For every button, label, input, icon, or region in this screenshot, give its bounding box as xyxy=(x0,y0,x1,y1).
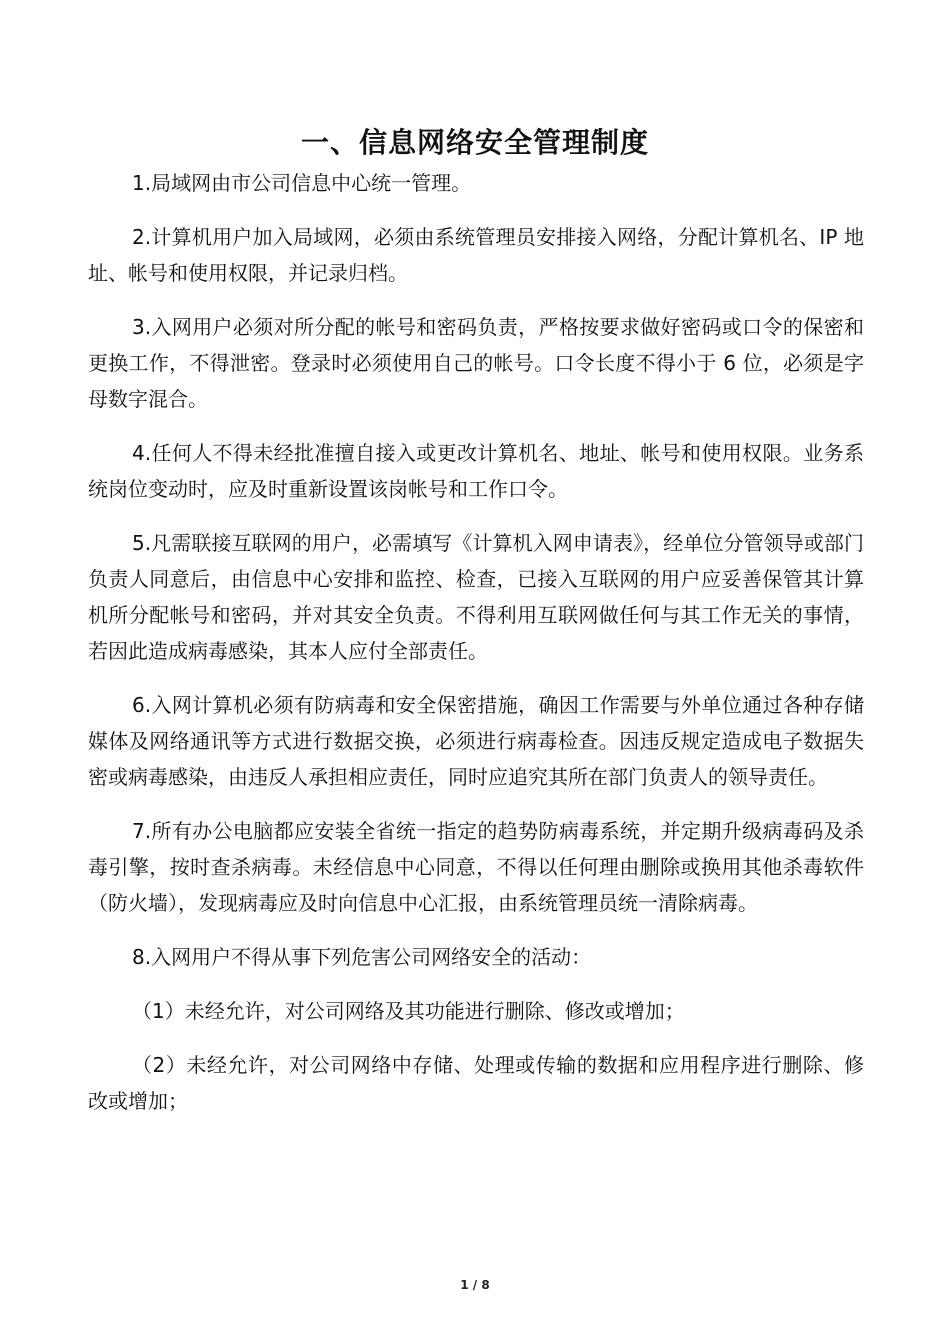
paragraph-7: 7.所有办公电脑都应安装全省统一指定的趋势防病毒系统，并定期升级病毒码及杀毒引擎，按时查杀病毒。未经信息中心同意，不得以任何理由删除或换用其他杀毒软件（防火墙），发现病毒应及时向信息中心汇报，由系统管理员统一清除病毒。 xyxy=(88,819,864,915)
paragraph-2: 2.计算机用户加入局域网，必须由系统管理员安排接入网络，分配计算机名、IP 地址、帐号和使用权限，并记录归档。 xyxy=(88,225,864,285)
paragraph-5: 5.凡需联接互联网的用户，必需填写《计算机入网申请表》，经单位分管领导或部门负责人同意后，由信息中心安排和监控、检查，已接入互联网的用户应妥善保管其计算机所分配帐号和密码，并对其安全负责。不得利用互联网做任何与其工作无关的事情，若因此造成病毒感染，其本人应付全部责任。 xyxy=(88,531,864,663)
list-item-2: （2）未经允许，对公司网络中存储、处理或传输的数据和应用程序进行删除、修改或增加； xyxy=(88,1053,864,1113)
page-number: 1 / 8 xyxy=(460,1278,490,1292)
paragraph-1: 1.局域网由市公司信息中心统一管理。 xyxy=(132,171,472,195)
page-title: 一、信息网络安全管理制度 xyxy=(300,125,649,159)
list-item-1: （1）未经允许，对公司网络及其功能进行删除、修改或增加； xyxy=(132,999,685,1023)
paragraph-3: 3.入网用户必须对所分配的帐号和密码负责，严格按要求做好密码或口令的保密和更换工作，不得泄密。登录时必须使用自己的帐号。口令长度不得小于 6 位，必须是字母数字混合。 xyxy=(88,315,864,411)
paragraph-8: 8.入网用户不得从事下列危害公司网络安全的活动： xyxy=(132,945,592,969)
paragraph-6: 6.入网计算机必须有防病毒和安全保密措施，确因工作需要与外单位通过各种存储媒体及网络通讯等方式进行数据交换，必须进行病毒检查。因违反规定造成电子数据失密或病毒感染，由违反人承担相应责任，同时应追究其所在部门负责人的领导责任。 xyxy=(88,693,864,789)
document-body xyxy=(88,165,864,1137)
paragraph-4: 4.任何人不得未经批准擅自接入或更改计算机名、地址、帐号和使用权限。业务系统岗位变动时，应及时重新设置该岗帐号和工作口令。 xyxy=(88,441,864,501)
